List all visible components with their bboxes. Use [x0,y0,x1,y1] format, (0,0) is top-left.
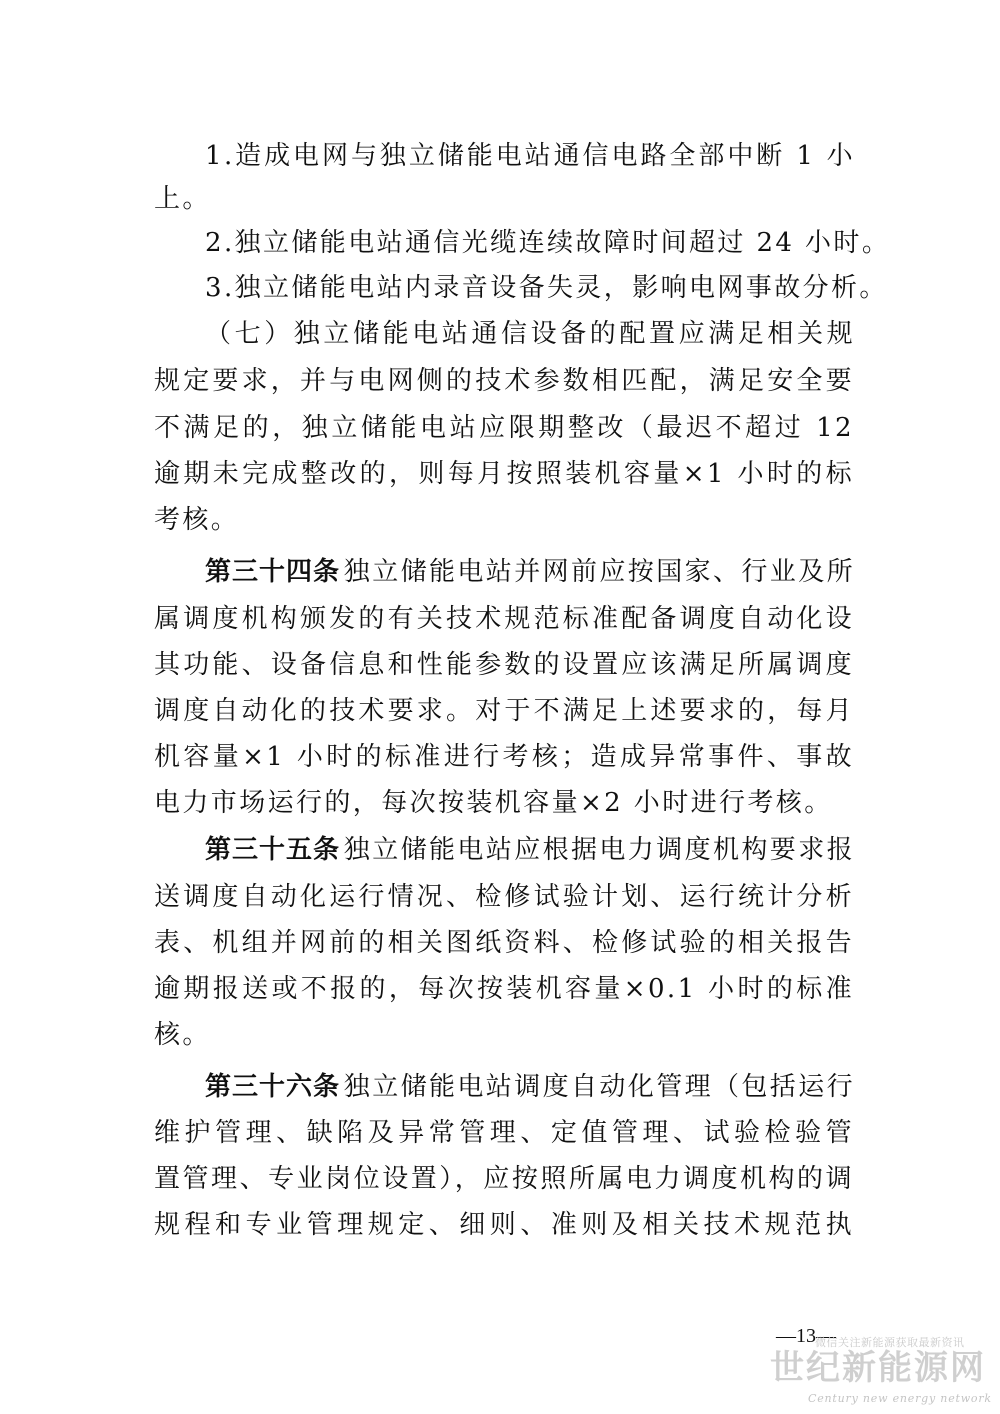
paragraph-line: 独立储能电站调度自动化管理（包括运行 [343,1072,855,1102]
article-title: 第三十六条 [205,1072,341,1102]
paragraph-line: 逾期未完成整改的，则每月按照装机容量×1 小时的标 [154,459,854,489]
watermark-caption: 微信关注新能源获取最新资讯 [815,1336,965,1349]
paragraph-line: 送调度自动化运行情况、检修试验计划、运行统计分析 [154,882,854,912]
paragraph-line: 上。 [154,184,211,214]
paragraph-line: 独立储能电站并网前应按国家、行业及所 [343,557,855,587]
paragraph-line: 其功能、设备信息和性能参数的设置应该满足所属调度 [154,650,854,680]
paragraph-line: 置管理、专业岗位设置），应按照所属电力调度机构的调 [154,1164,854,1194]
paragraph-line: 不满足的，独立储能电站应限期整改（最迟不超过 12 [154,413,854,443]
paragraph-line: 维护管理、缺陷及异常管理、定值管理、试验检验管 [154,1118,854,1148]
paragraph-line: 核。 [154,1020,211,1050]
article-35-first-line [205,830,855,870]
paragraph-line: 规定要求，并与电网侧的技术参数相匹配，满足安全要 [154,366,854,396]
paragraph-line: 2.独立储能电站通信光缆连续故障时间超过 24 小时。 [205,228,891,258]
paragraph-line: 属调度机构颁发的有关技术规范标准配备调度自动化设 [154,604,854,634]
paragraph-line: （七）独立储能电站通信设备的配置应满足相关规 [205,319,855,349]
paragraph-line: 规程和专业管理规定、细则、准则及相关技术规范执 [154,1210,854,1240]
page-number: —13— [776,1325,836,1347]
article-34-first-line [205,552,855,592]
paragraph-line: 电力市场运行的，每次按装机容量×2 小时进行考核。 [154,788,833,818]
paragraph-line: 3.独立储能电站内录音设备失灵，影响电网事故分析。 [205,273,888,303]
paragraph-line: 考核。 [154,505,240,535]
article-36-first-line [205,1067,855,1107]
article-title: 第三十五条 [205,835,341,865]
paragraph-line: 表、机组并网前的相关图纸资料、检修试验的相关报告 [154,928,854,958]
watermark-english: Century new energy network [808,1392,992,1405]
paragraph-line: 独立储能电站应根据电力调度机构要求报 [343,835,855,865]
paragraph-line: 调度自动化的技术要求。对于不满足上述要求的，每月 [154,696,854,726]
watermark-logo: 世纪新能源网 [770,1348,986,1388]
paragraph-line: 逾期报送或不报的，每次按装机容量×0.1 小时的标准 [154,974,854,1004]
article-title: 第三十四条 [205,557,341,587]
paragraph-line: 机容量×1 小时的标准进行考核；造成异常事件、事故 [154,742,854,772]
paragraph-line: 1.造成电网与独立储能电站通信电路全部中断 1 小 [205,141,855,171]
